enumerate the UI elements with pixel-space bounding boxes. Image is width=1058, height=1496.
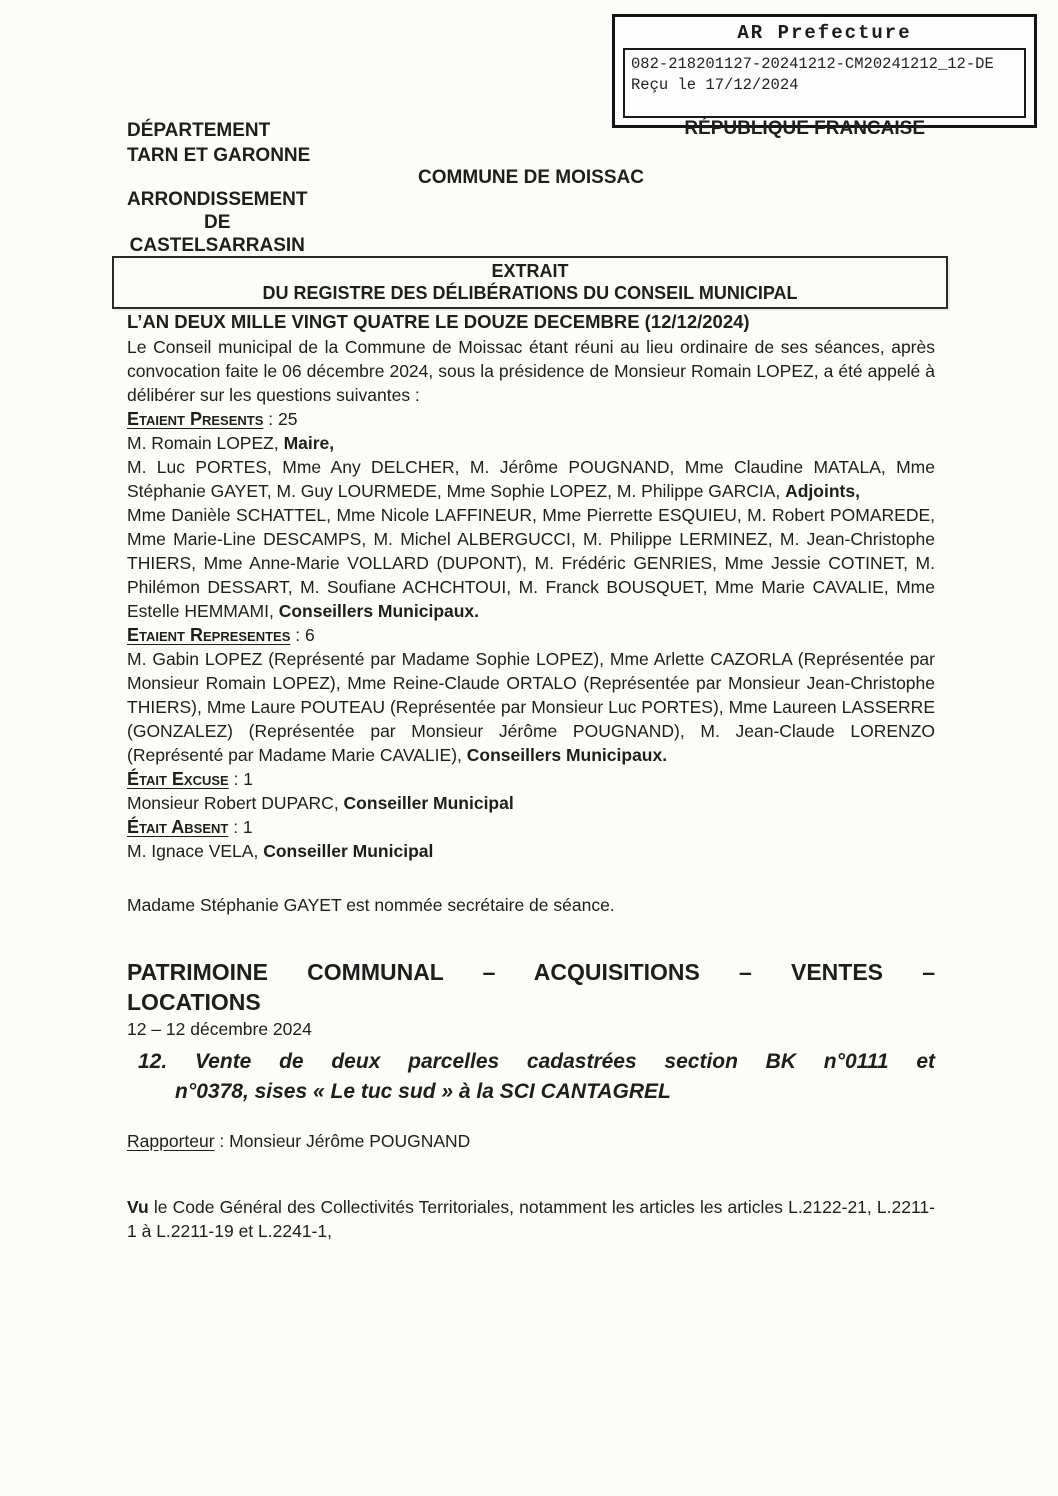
- vu-label: Vu: [127, 1197, 149, 1217]
- extract-subtitle: DU REGISTRE DES DÉLIBÉRATIONS DU CONSEIL MUNICIPAL: [262, 283, 798, 303]
- arrondissement-label: ARRONDISSEMENT: [127, 189, 308, 210]
- adjoints-paragraph: [127, 455, 935, 503]
- stamp-code: 082-218201127-20241212-CM20241212_12-DE: [631, 55, 994, 73]
- vu-paragraph: [127, 1195, 935, 1243]
- stamp-received-date: Reçu le 17/12/2024: [631, 76, 799, 94]
- arrondissement-de: DE: [204, 212, 231, 233]
- presents-count: : 25: [263, 409, 298, 429]
- item-title-line2: n°0378, sises « Le tuc sud » à la SCI CANTAGREL: [175, 1080, 671, 1103]
- conseillers-names: Mme Danièle SCHATTEL, Mme Nicole LAFFINEUR, Mme Pierrette ESQUIEU, M. Robert POMAREDE, Mme Marie-Line DESCAMPS, M. Michel ALBERGUCCI, M. Philippe LERMINEZ, M. Jean-Christophe THIERS, Mme Anne-Marie VOLLARD (DUPONT), M. Frédéric GENRIES, Mme Jessie COTINET, M. Philémon DESSART, M. Soufiane ACHCHTOUI, M. Franck BOUSQUET, Mme Marie CAVALIE, Mme Estelle HEMMAMI,: [127, 505, 935, 621]
- represented-count: : 6: [290, 625, 315, 645]
- section-date: 12 – 12 décembre 2024: [127, 1019, 312, 1039]
- mayor-name: M. Romain LOPEZ,: [127, 433, 284, 453]
- extract-box: [112, 256, 948, 309]
- commune-title: COMMUNE DE MOISSAC: [418, 167, 644, 188]
- rapporteur-label: Rapporteur: [127, 1131, 215, 1151]
- rapporteur-name: : Monsieur Jérôme POUGNAND: [214, 1131, 471, 1151]
- absent-role: Conseiller Municipal: [263, 841, 434, 861]
- adjoints-names: M. Luc PORTES, Mme Any DELCHER, M. Jérôme POUGNAND, Mme Claudine MATALA, Mme Stéphanie GAYET, M. Guy LOURMEDE, Mme Sophie LOPEZ, M. Philippe GARCIA,: [127, 457, 935, 501]
- document-content: [127, 118, 935, 1243]
- represented-heading: [127, 623, 935, 647]
- presents-label: Etaient Presents: [127, 409, 264, 429]
- absent-label: Était Absent: [127, 817, 229, 837]
- excused-role: Conseiller Municipal: [343, 793, 514, 813]
- represented-names: M. Gabin LOPEZ (Représenté par Madame Sophie LOPEZ), Mme Arlette CAZORLA (Représentée par Monsieur Romain LOPEZ), Mme Reine-Claude ORTALO (Représentée par Monsieur Jean-Christophe THIERS), Mme Laure POUTEAU (Représentée par Monsieur Luc PORTES), Mme Laureen LASSERRE (GONZALEZ) (Représentée par Monsieur Jérôme POUGNAND), M. Jean-Claude LORENZO (Représenté par Madame Marie CAVALIE),: [127, 649, 935, 765]
- session-intro: Le Conseil municipal de la Commune de Moissac étant réuni au lieu ordinaire de ses séances, après convocation faite le 06 décembre 2024, sous la présidence de Monsieur Romain LOPEZ, a été appelé à délibérer sur les questions suivantes :: [127, 337, 935, 405]
- item-number: 12.: [138, 1050, 168, 1073]
- excused-line: [127, 791, 935, 815]
- arrondissement-name: CASTELSARRASIN: [129, 235, 305, 256]
- represented-label: Etaient Representes: [127, 625, 291, 645]
- absent-count: : 1: [228, 817, 253, 837]
- session-date-heading: L’AN DEUX MILLE VINGT QUATRE LE DOUZE DECEMBRE (12/12/2024): [127, 311, 750, 332]
- stamp-inner-box: [623, 48, 1026, 118]
- item-title-text: Vente de deux parcelles cadastrées section BK n°0111 et: [194, 1050, 935, 1073]
- prefecture-stamp: [612, 14, 1037, 128]
- letterhead: [127, 118, 935, 256]
- absent-name: M. Ignace VELA,: [127, 841, 264, 861]
- vu-text: le Code Général des Collectivités Territoriales, notamment les articles les articles L.2122-21, L.2211-1 à L.2211-19 et L.2241-1,: [127, 1197, 935, 1241]
- secretary-line: Madame Stéphanie GAYET est nommée secrétaire de séance.: [127, 895, 615, 915]
- conseillers-paragraph: [127, 503, 935, 623]
- section-title: [127, 957, 935, 1017]
- extract-title: EXTRAIT: [491, 261, 569, 281]
- conseillers-role: Conseillers Municipaux.: [278, 601, 480, 621]
- republic-title: RÉPUBLIQUE FRANCAISE: [684, 118, 925, 139]
- absent-line: [127, 839, 935, 863]
- section-title-line1: PATRIMOINE COMMUNAL – ACQUISITIONS – VENTES –: [127, 959, 935, 985]
- absent-heading: [127, 815, 935, 839]
- item-title-line1: [138, 1047, 935, 1077]
- presents-heading: [127, 407, 935, 431]
- item-heading: [138, 1047, 935, 1107]
- mayor-role: Maire,: [283, 433, 335, 453]
- excused-count: : 1: [228, 769, 254, 789]
- excused-heading: [127, 767, 935, 791]
- arrondissement-block: [127, 188, 308, 257]
- excused-name: Monsieur Robert DUPARC,: [127, 793, 344, 813]
- department-label: DÉPARTEMENT: [127, 120, 271, 141]
- stamp-title: AR Prefecture: [737, 22, 912, 44]
- rapporteur-line: [127, 1129, 935, 1153]
- represented-paragraph: [127, 647, 935, 767]
- represented-role: Conseillers Municipaux.: [466, 745, 668, 765]
- deliberation-body: [127, 309, 935, 1243]
- mayor-line: [127, 431, 935, 455]
- excused-label: Était Excuse: [127, 769, 229, 789]
- department-block: [127, 118, 310, 168]
- department-name: TARN ET GARONNE: [127, 145, 311, 166]
- section-title-line2: LOCATIONS: [127, 989, 261, 1015]
- adjoints-role: Adjoints,: [785, 481, 860, 501]
